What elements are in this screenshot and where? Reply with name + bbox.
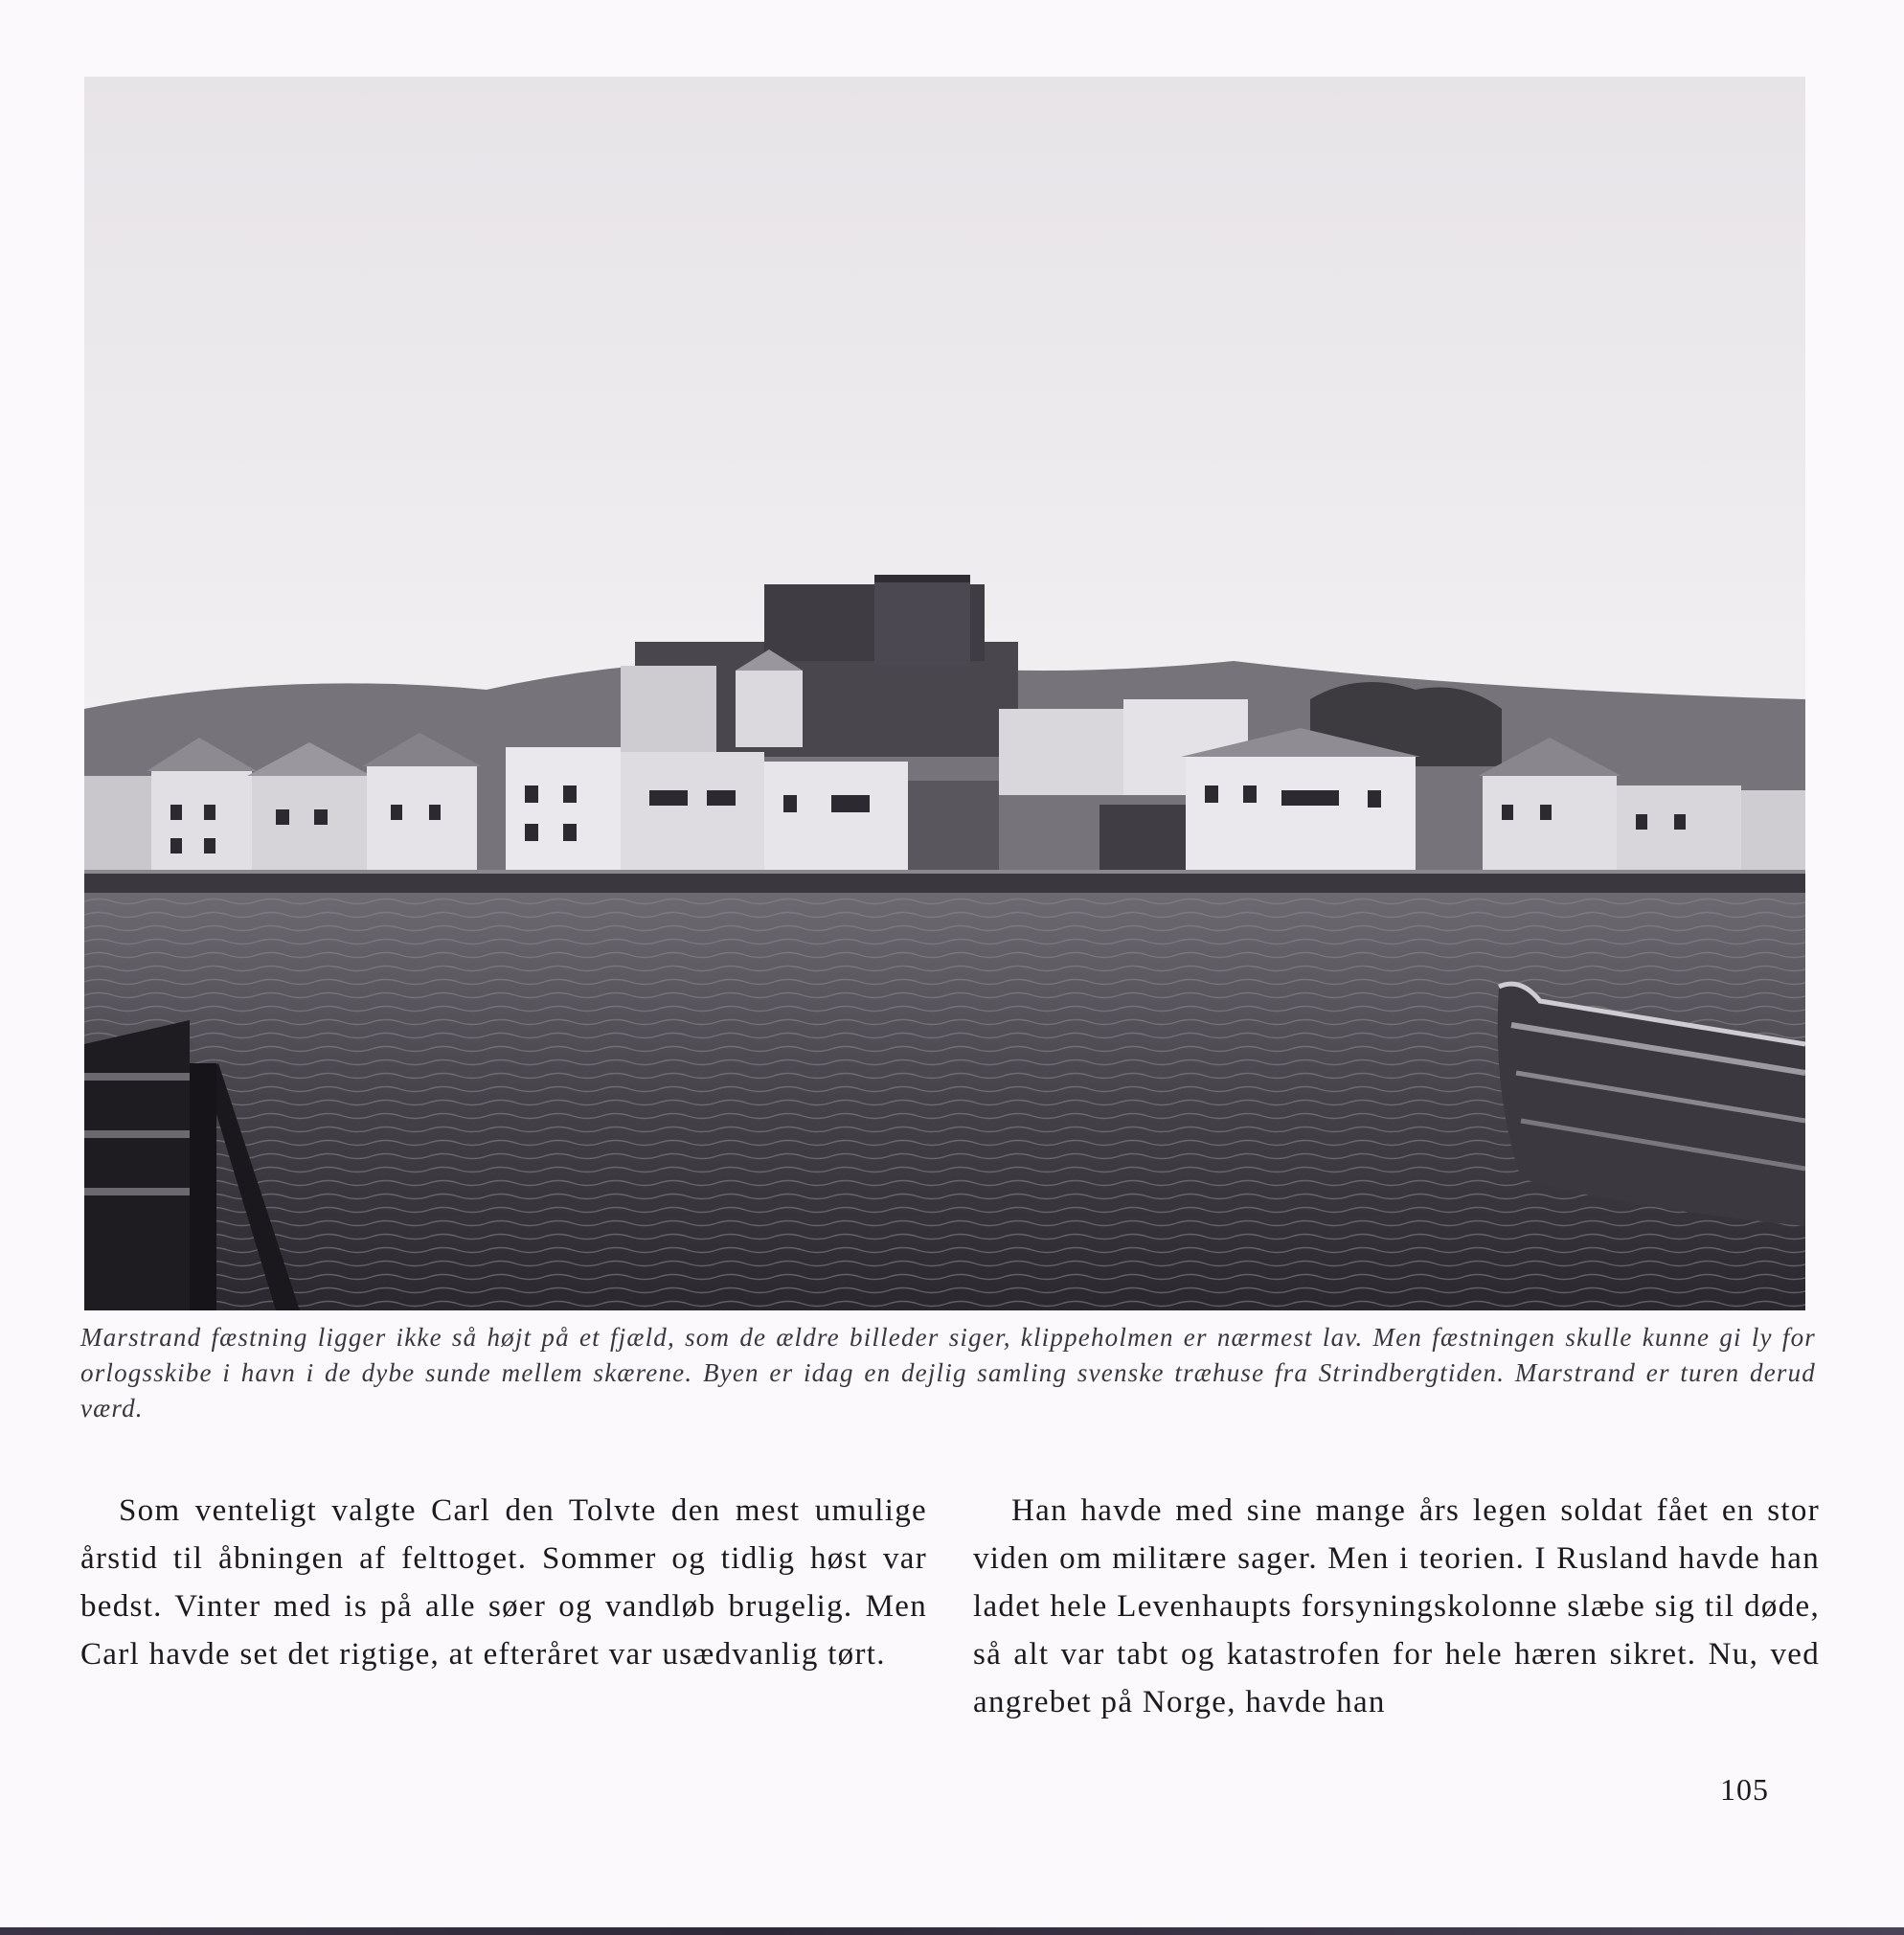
body-paragraph-left: Som venteligt valgte Carl den Tolvte den mest umulige årstid til åbningen af felttoget. Sommer og tidlig høst var bedst. Vinter med is på alle søer og vandløb brugelig. Men Carl havde set det rigtige, at efteråret var usædvanlig tørt.: [80, 1493, 927, 1672]
photo-illustration: [84, 77, 1805, 1310]
body-column-left: [80, 1487, 927, 1678]
page-number: 105: [1720, 1772, 1769, 1807]
body-paragraph-right: Han havde med sine mange års legen soldat fået en stor viden om militære sager. Men i teorien. I Rusland havde han ladet hele Levenhaupts forsyningskolonne slæbe sig til døde, så alt var tabt og katastrofen for hele hæren sikret. Nu, ved angrebet på Norge, havde han: [973, 1493, 1820, 1719]
scan-edge: [0, 1927, 1904, 1935]
harbor-photograph: [84, 77, 1805, 1310]
quay: [84, 872, 1805, 893]
photo-caption: Marstrand fæstning ligger ikke så højt på et fjæld, som de ældre billeder siger, klippeholmen er nærmest lav. Men fæstningen skulle kunne gi ly for orlogsskibe i havn i de dybe sunde mellem skærene. Byen er idag en dejlig samling svenske træhuse fra Strindbergtiden. Marstrand er turen derud værd.: [80, 1323, 1816, 1423]
body-column-right: [973, 1487, 1820, 1726]
